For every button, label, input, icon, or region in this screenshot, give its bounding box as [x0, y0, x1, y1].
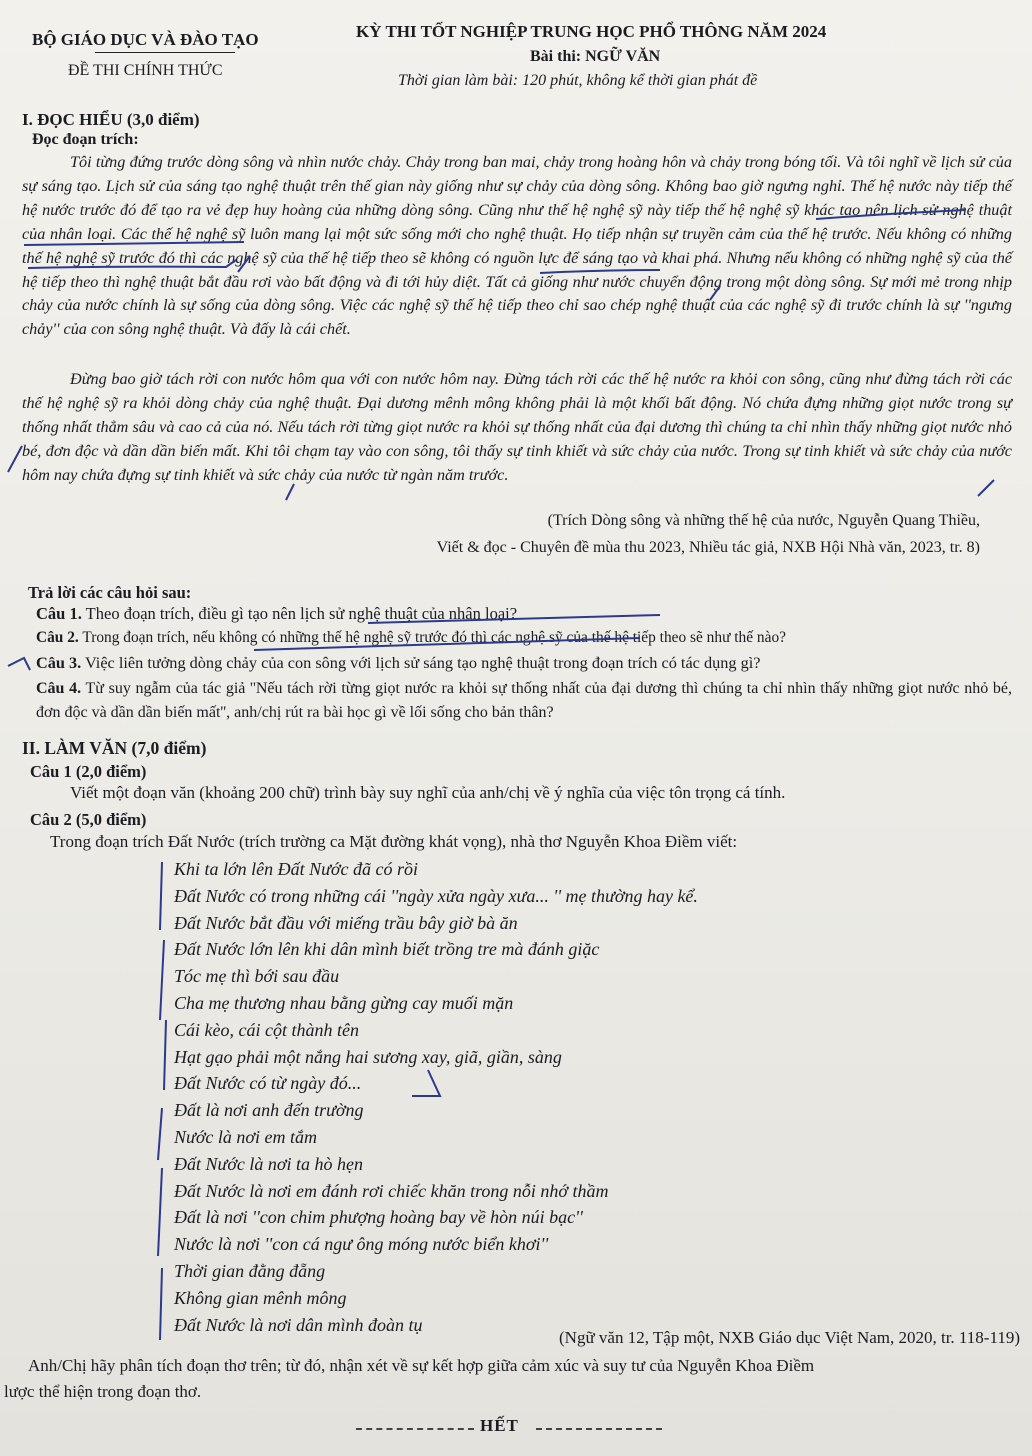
poem-line: Đất Nước là nơi dân mình đoàn tụ — [174, 1314, 423, 1335]
question-2-text: Trong đoạn trích, nếu không có những thế hệ nghệ sỹ trước đó thì các nghệ sỹ của thế hệ tiếp theo sẽ như thế nào? — [82, 629, 786, 646]
question-1-text: Theo đoạn trích, điều gì tạo nên lịch sử nghệ thuật của nhân loại? — [85, 604, 518, 623]
essay-q1-label: Câu 1 (2,0 điểm) — [30, 762, 147, 781]
essay-task-line-2: lược thể hiện trong đoạn thơ. — [4, 1382, 202, 1401]
pen-arrow — [412, 1070, 440, 1096]
pen-slash — [710, 286, 720, 300]
poem-line: Đất Nước là nơi ta hò hẹn — [174, 1153, 364, 1174]
question-2-label: Câu 2. — [36, 629, 79, 646]
poem-line: Khi ta lớn lên Đất Nước đã có rồi — [174, 859, 419, 879]
poem-line: Không gian mênh mông — [174, 1287, 347, 1308]
pen-slash — [8, 446, 22, 472]
poem-line: Nước là nơi ''con cá ngư ông móng nước biển khơi'' — [174, 1234, 549, 1255]
pen-slash — [286, 484, 294, 500]
section-1-title: I. ĐỌC HIỂU (3,0 điểm) — [22, 110, 200, 129]
poem-source: (Ngữ văn 12, Tập một, NXB Giáo dục Việt Nam, 2020, tr. 118-119) — [559, 1328, 1020, 1347]
poem-line: Hạt gạo phải một nắng hai sương xay, giã, giần, sàng — [174, 1046, 562, 1067]
exam-title: KỲ THI TỐT NGHIỆP TRUNG HỌC PHỔ THÔNG NĂM 2024 — [356, 22, 827, 41]
poem-line: Đất Nước là nơi em đánh rơi chiếc khăn trong nỗi nhớ thầm — [174, 1180, 609, 1201]
question-3-text: Việc liên tưởng dòng chảy của con sông với lịch sử sáng tạo nghệ thuật trong đoạn trích có tác dụng gì? — [85, 653, 761, 672]
pen-underline — [254, 638, 640, 650]
essay-q2-intro: Trong đoạn trích Đất Nước (trích trường ca Mặt đường khát vọng), nhà thơ Nguyễn Khoa Điềm viết: — [50, 832, 738, 851]
question-3-label: Câu 3. — [36, 653, 82, 672]
question-4-label: Câu 4. — [36, 680, 82, 697]
pen-underline — [816, 210, 965, 219]
excerpt-source-2: Viết & đọc - Chuyên đề mùa thu 2023, Nhiều tác giả, NXB Hội Nhà văn, 2023, tr. 8) — [436, 539, 980, 556]
pen-underline — [24, 242, 244, 245]
questions-label: Trả lời các câu hỏi sau: — [28, 583, 192, 602]
pen-underline — [368, 615, 660, 623]
pen-bracket — [158, 862, 166, 1340]
poem-line: Đất Nước bắt đầu với miếng trầu bây giờ bà ăn — [174, 912, 518, 933]
excerpt-paragraph-1: Tôi từng đứng trước dòng sông và nhìn nước chảy. Chảy trong ban mai, chảy trong hoàng hôn và chảy trong bóng tối. Và tôi nghĩ về lịch sử của sự sáng tạo. Lịch sử của sáng tạo nghệ thuật trên thế gian này giống như sự chảy của dòng sông. Không bao giờ ngưng nghỉ. Thế hệ nước này tiếp thế hệ nước trước đó để tạo ra vẻ đẹp huy hoàng của những dòng sông. Cũng như thế hệ nghệ sỹ này tiếp thế hệ nghệ sỹ khác tạo nên lịch sử nghệ thuật của nhân loại. Các thế hệ nghệ sỹ luôn mang lại một sức sống mới cho nghệ thuật. Họ tiếp nhận sự truyền cảm của thế hệ trước. Nếu không có những thế hệ nghệ sỹ trước đó thì các nghệ sỹ của thế hệ tiếp theo sẽ không có nguồn lực để sáng tạo và khai phá. Nhưng nếu không có những nghệ sỹ của thế hệ tiếp theo thì nghệ thuật bắt đầu rơi vào bất động và đi tới hủy diệt. Tất cả giống như nước chuyển động trong một dòng sông. Sự mới mẻ trong nhịp chảy của nước chính là sự sống của dòng sông. Việc các nghệ sỹ thế hệ tiếp theo chỉ sao chép nghệ thuật của các nghệ sỹ đi trước chính là sự ''ngưng chảy'' của con sông nghệ thuật. Và đấy là cái chết. — [22, 153, 1012, 339]
poem-line: Đất Nước có từ ngày đó... — [174, 1073, 362, 1094]
poem-line: Đất Nước có trong những cái ''ngày xửa ngày xưa... '' mẹ thường hay kể. — [174, 885, 698, 906]
poem-line: Đất là nơi ''con chim phượng hoàng bay về hòn núi bạc'' — [174, 1207, 583, 1228]
poem-line: Thời gian đằng đẵng — [174, 1260, 326, 1281]
pen-slash — [238, 256, 250, 272]
pen-underline — [540, 270, 660, 273]
essay-q2-label: Câu 2 (5,0 điểm) — [30, 810, 147, 829]
poem-line: Cái kèo, cái cột thành tên — [174, 1019, 359, 1040]
question-1-label: Câu 1. — [36, 604, 82, 623]
exam-type: ĐỀ THI CHÍNH THỨC — [68, 62, 223, 79]
pen-arrow — [8, 658, 30, 670]
question-4-text: Từ suy ngẫm của tác giả ''Nếu tách rời từng giọt nước ra khỏi sự thống nhất của đại dương thì chúng ta chỉ nhìn thấy những giọt nước nhỏ bé, đơn độc và dần dần biến mất'', anh/chị rút ra bài học gì về lối sống cho bản thân? — [36, 680, 1013, 721]
end-marker: HẾT — [480, 1416, 519, 1435]
poem-line: Đất là nơi anh đến trường — [174, 1100, 364, 1121]
exam-subject: Bài thi: NGỮ VĂN — [530, 48, 661, 65]
poem-line: Cha mẹ thương nhau bằng gừng cay muối mặn — [174, 992, 514, 1013]
excerpt-label: Đọc đoạn trích: — [32, 131, 139, 148]
essay-q1-text: Viết một đoạn văn (khoảng 200 chữ) trình bày suy nghĩ của anh/chị về ý nghĩa của việc tôn trọng cá tính. — [70, 783, 786, 802]
ministry-name: BỘ GIÁO DỤC VÀ ĐÀO TẠO — [32, 30, 259, 49]
poem-line: Nước là nơi em tắm — [174, 1126, 318, 1147]
section-2-title: II. LÀM VĂN (7,0 điểm) — [22, 738, 207, 758]
excerpt-source-1: (Trích Dòng sông và những thế hệ của nước, Nguyễn Quang Thiều, — [547, 512, 980, 529]
poem-line: Tóc mẹ thì bới sau đầu — [174, 966, 340, 987]
pen-stroke — [28, 260, 236, 268]
pen-slash — [978, 480, 994, 496]
excerpt-paragraph-2: Đừng bao giờ tách rời con nước hôm qua với con nước hôm nay. Đừng tách rời các thế hệ nước ra khỏi con sông, cũng như đừng tách rời các thế hệ nghệ sỹ ra khỏi dòng chảy của nghệ thuật. Đại dương mênh mông không phải là một khối bất động. Nó chứa đựng những giọt nước trong sự thống nhất thẳm sâu và cao cả của nó. Nếu tách rời từng giọt nước ra khỏi sự thống nhất của đại dương thì chúng ta chỉ nhìn thấy những giọt nước nhỏ bé, đơn độc và dần dần biến mất. Khi tôi chạm tay vào con sông, tôi thấy sự tinh khiết và sức chảy của nước. Trong sự tinh khiết và sức chảy của nước hôm nay chứa đựng sự tinh khiết và sức chảy của nước từ ngàn năm trước. — [22, 370, 1012, 484]
essay-task-line-1: Anh/Chị hãy phân tích đoạn thơ trên; từ đó, nhận xét về sự kết hợp giữa cảm xúc và suy tư của Nguyễn Khoa Điềm — [28, 1356, 815, 1375]
poem-line: Đất Nước lớn lên khi dân mình biết trồng tre mà đánh giặc — [174, 939, 600, 960]
exam-time: Thời gian làm bài: 120 phút, không kể thời gian phát đề — [398, 72, 758, 89]
